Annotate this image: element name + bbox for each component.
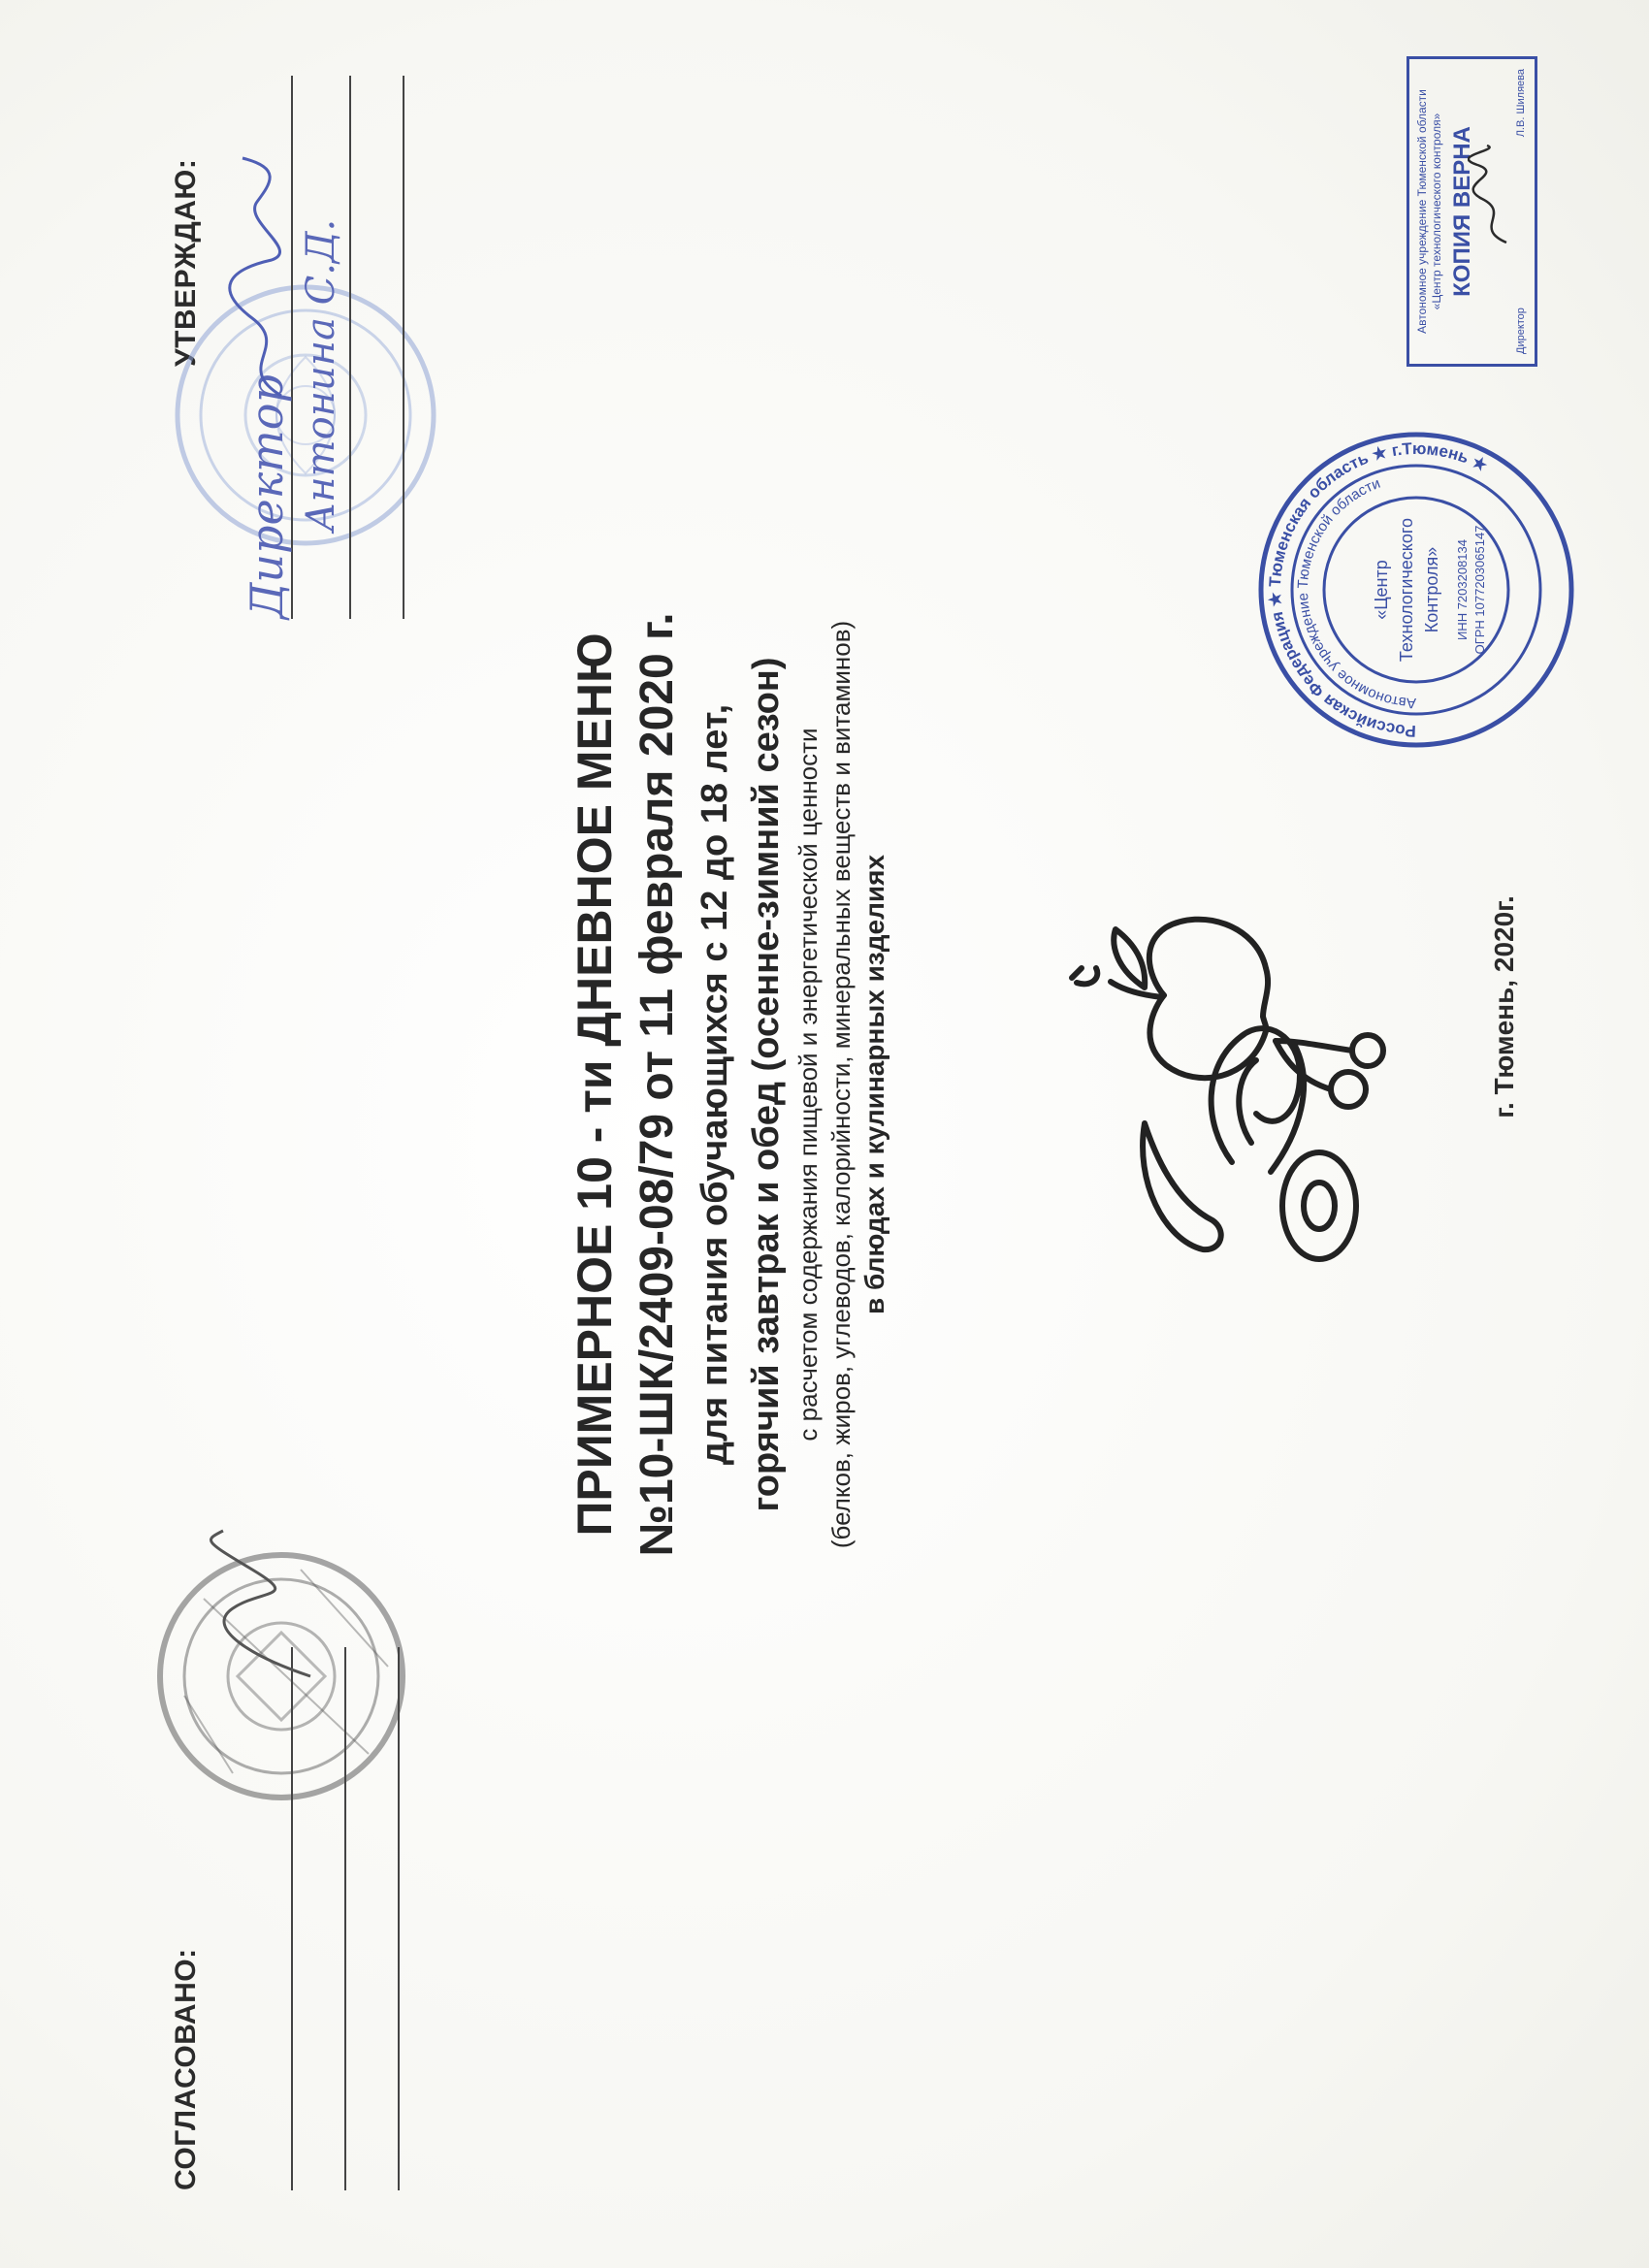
menu-description-2: (белков, жиров, углеводов, калорийности, минеральных веществ и витаминов) xyxy=(826,620,856,1549)
menu-audience: для питания обучающихся с 12 до 18 лет, xyxy=(695,703,735,1466)
round-stamp-outer-text: Российская Федерация ★ Тюменская область ★ г.Тюмень ★ xyxy=(1265,438,1491,741)
food-illustration xyxy=(1057,910,1426,1279)
copy-correct-stamp xyxy=(1406,56,1537,367)
approve-handwritten-name: Антонина С.Д. xyxy=(299,218,343,532)
menu-title: ПРИМЕРНОЕ 10 - ти ДНЕВНОЕ МЕНЮ xyxy=(567,632,622,1537)
agree-signature-line-1 xyxy=(291,1647,293,2190)
menu-description-1: с расчетом содержания пищевой и энергетической ценности xyxy=(793,728,823,1442)
agree-title: СОГЛАСОВАНО: xyxy=(170,1948,202,2190)
copy-stamp-org-2: «Центр технологического контроля» xyxy=(1430,113,1443,310)
copy-stamp-director-label: Директор xyxy=(1515,308,1527,354)
city-year: г. Тюмень, 2020г. xyxy=(1489,895,1519,1118)
approve-signature-line-2 xyxy=(349,76,351,619)
copy-stamp-org-1: Автономное учреждение Тюменской области xyxy=(1415,89,1429,334)
menu-number-date: №10-ШК/2409-08/79 от 11 февраля 2020 г. xyxy=(631,612,683,1557)
copy-stamp-signature xyxy=(1468,141,1516,247)
round-stamp-center-2: Технологического xyxy=(1397,517,1416,663)
copy-stamp-main: КОПИЯ ВЕРНА xyxy=(1449,126,1475,297)
approve-signature xyxy=(223,153,301,405)
round-stamp-center-3: Контроля» xyxy=(1422,546,1441,633)
control-center-round-stamp xyxy=(1251,425,1581,755)
agree-signature-line-2 xyxy=(344,1647,346,2190)
round-stamp-ogrn: ОГРН 1077203065147 xyxy=(1472,525,1487,655)
round-stamp-inn: ИНН 7203208134 xyxy=(1455,538,1470,641)
round-stamp-middle-text: Автономное учреждение Тюменской области xyxy=(1294,474,1417,712)
approve-handwritten-position: Директор xyxy=(241,374,293,619)
menu-title-block xyxy=(563,444,892,1725)
agree-signature-line-3 xyxy=(398,1647,400,2190)
copy-stamp-director-name: Л.В. Шиляева xyxy=(1515,69,1527,138)
menu-season: горячий завтрак и обед (осенне-зимний сезон) xyxy=(746,657,787,1512)
round-stamp-center-1: «Центр xyxy=(1372,560,1391,620)
approve-title: УТВЕРЖДАЮ: xyxy=(170,158,202,367)
menu-description-3: в блюдах и кулинарных изделиях xyxy=(859,855,889,1314)
copy-stamp-director-row xyxy=(1514,69,1529,354)
agree-signature xyxy=(184,1521,330,1696)
approve-signature-line-3 xyxy=(403,76,404,619)
